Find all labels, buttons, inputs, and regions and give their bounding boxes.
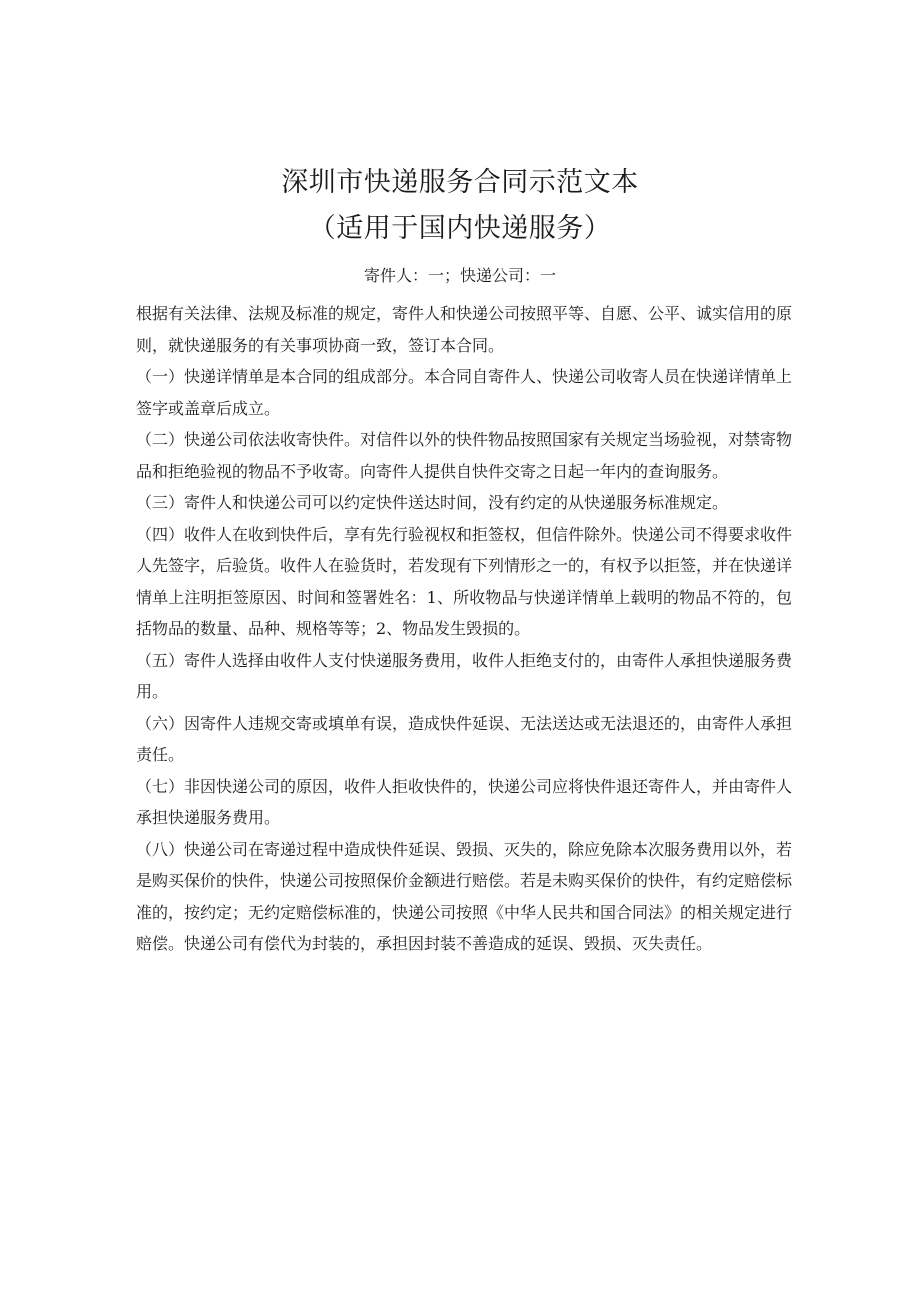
paragraph-clause-7: （七）非因快递公司的原因，收件人拒收快件的，快递公司应将快件退还寄件人，并由寄件人承担快递服务费用。 xyxy=(136,776,793,827)
paragraph-clause-6: （六）因寄件人违规交寄或填单有误，造成快件延误、无法送达或无法退还的，由寄件人承担责任。 xyxy=(136,713,793,764)
document-title: 深圳市快递服务合同示范文本 xyxy=(281,167,639,198)
document-subtitle: （适用于国内快递服务） xyxy=(308,213,612,244)
parties-line: 寄件人：一；快递公司：一 xyxy=(363,266,556,285)
paragraph-clause-3: （三）寄件人和快递公司可以约定快件送达时间，没有约定的从快递服务标准规定。 xyxy=(136,493,729,512)
paragraph-clause-8: （八）快递公司在寄递过程中造成快件延误、毁损、灭失的，除应免除本次服务费用以外，若是购买保价的快件，快递公司按照保价金额进行赔偿。若是未购买保价的快件，有约定赔偿标准的，按约定；无约定赔偿标准的，快递公司按照《中华人民共和国合同法》的相关规定进行赔偿。快递公司有偿代为封装的，承担因封装不善造成的延误、毁损、灭失责任。 xyxy=(136,839,793,953)
contract-body xyxy=(136,298,792,960)
paragraph-preamble: 根据有关法律、法规及标准的规定，寄件人和快递公司按照平等、自愿、公平、诚实信用的原则，就快递服务的有关事项协商一致，签订本合同。 xyxy=(136,304,793,355)
paragraph-clause-2: （二）快递公司依法收寄快件。对信件以外的快件物品按照国家有关规定当场验视，对禁寄物品和拒绝验视的物品不予收寄。向寄件人提供自快件交寄之日起一年内的查询服务。 xyxy=(136,430,793,481)
paragraph-clause-4: （四）收件人在收到快件后，享有先行验视权和拒签权，但信件除外。快递公司不得要求收件人先签字，后验货。收件人在验货时，若发现有下列情形之一的，有权予以拒签，并在快递详情单上注明拒签原因、时间和签署姓名：1、所收物品与快递详情单上载明的物品不符的，包括物品的数量、品种、规格等等；2、物品发生毁损的。 xyxy=(136,524,793,638)
paragraph-clause-1: （一）快递详情单是本合同的组成部分。本合同自寄件人、快递公司收寄人员在快递详情单上签字或盖章后成立。 xyxy=(136,367,793,418)
paragraph-clause-5: （五）寄件人选择由收件人支付快递服务费用，收件人拒绝支付的，由寄件人承担快递服务费用。 xyxy=(136,650,793,701)
